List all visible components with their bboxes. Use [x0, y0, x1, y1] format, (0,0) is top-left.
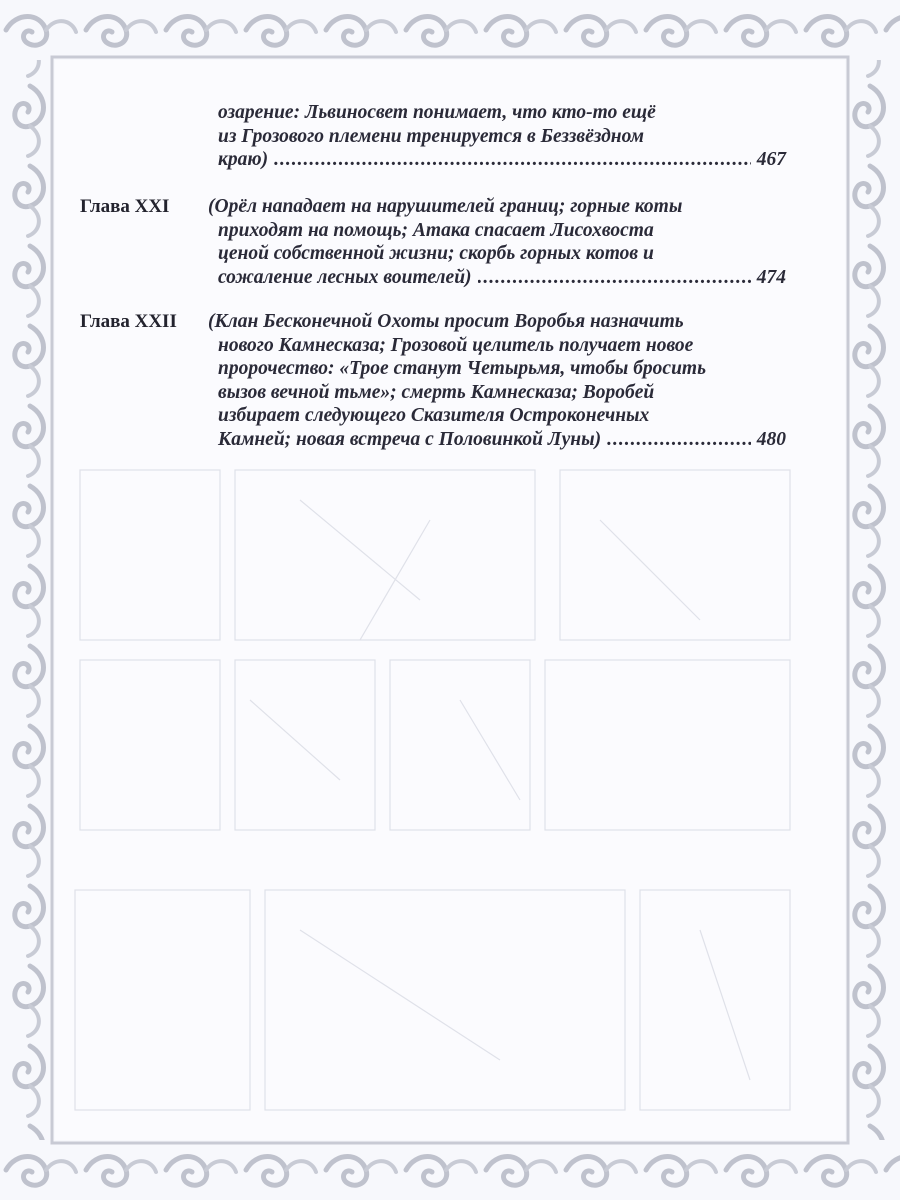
page-number[interactable]: 467: [756, 149, 786, 171]
toc-line: (Орёл нападает на нарушителей границ; горные коты: [208, 196, 683, 217]
chapter-label-xxi: Глава XXI: [80, 196, 170, 217]
toc-line: (Клан Бесконечной Охоты просит Воробья назначить: [208, 311, 684, 332]
toc-line: озарение: Львиносвет понимает, что кто-то ещё: [218, 102, 656, 123]
toc-line: пророчество: «Трое станут Четырьмя, чтобы бросить: [218, 358, 707, 380]
page-number[interactable]: 474: [756, 266, 786, 288]
chapter-label-xxii: Глава XXII: [80, 311, 177, 332]
toc-line: вызов вечной тьме»; смерть Камнесказа; Воробей: [218, 381, 655, 403]
toc-line: нового Камнесказа; Грозовой целитель получает новое: [218, 334, 694, 356]
toc-line: приходят на помощь; Атака спасает Лисохвоста: [218, 219, 654, 241]
toc-line: из Грозового племени тренируется в Беззвёздном: [218, 125, 644, 147]
toc-line: ценой собственной жизни; скорбь горных котов и: [218, 243, 654, 265]
toc-line: Камней; новая встреча с Половинкой Луны): [218, 428, 602, 450]
page-number[interactable]: 480: [756, 428, 786, 450]
toc-line: краю): [218, 149, 269, 171]
toc-line: избирает следующего Сказителя Остроконечных: [218, 405, 650, 427]
toc-line: сожаление лесных воителей): [218, 266, 472, 288]
